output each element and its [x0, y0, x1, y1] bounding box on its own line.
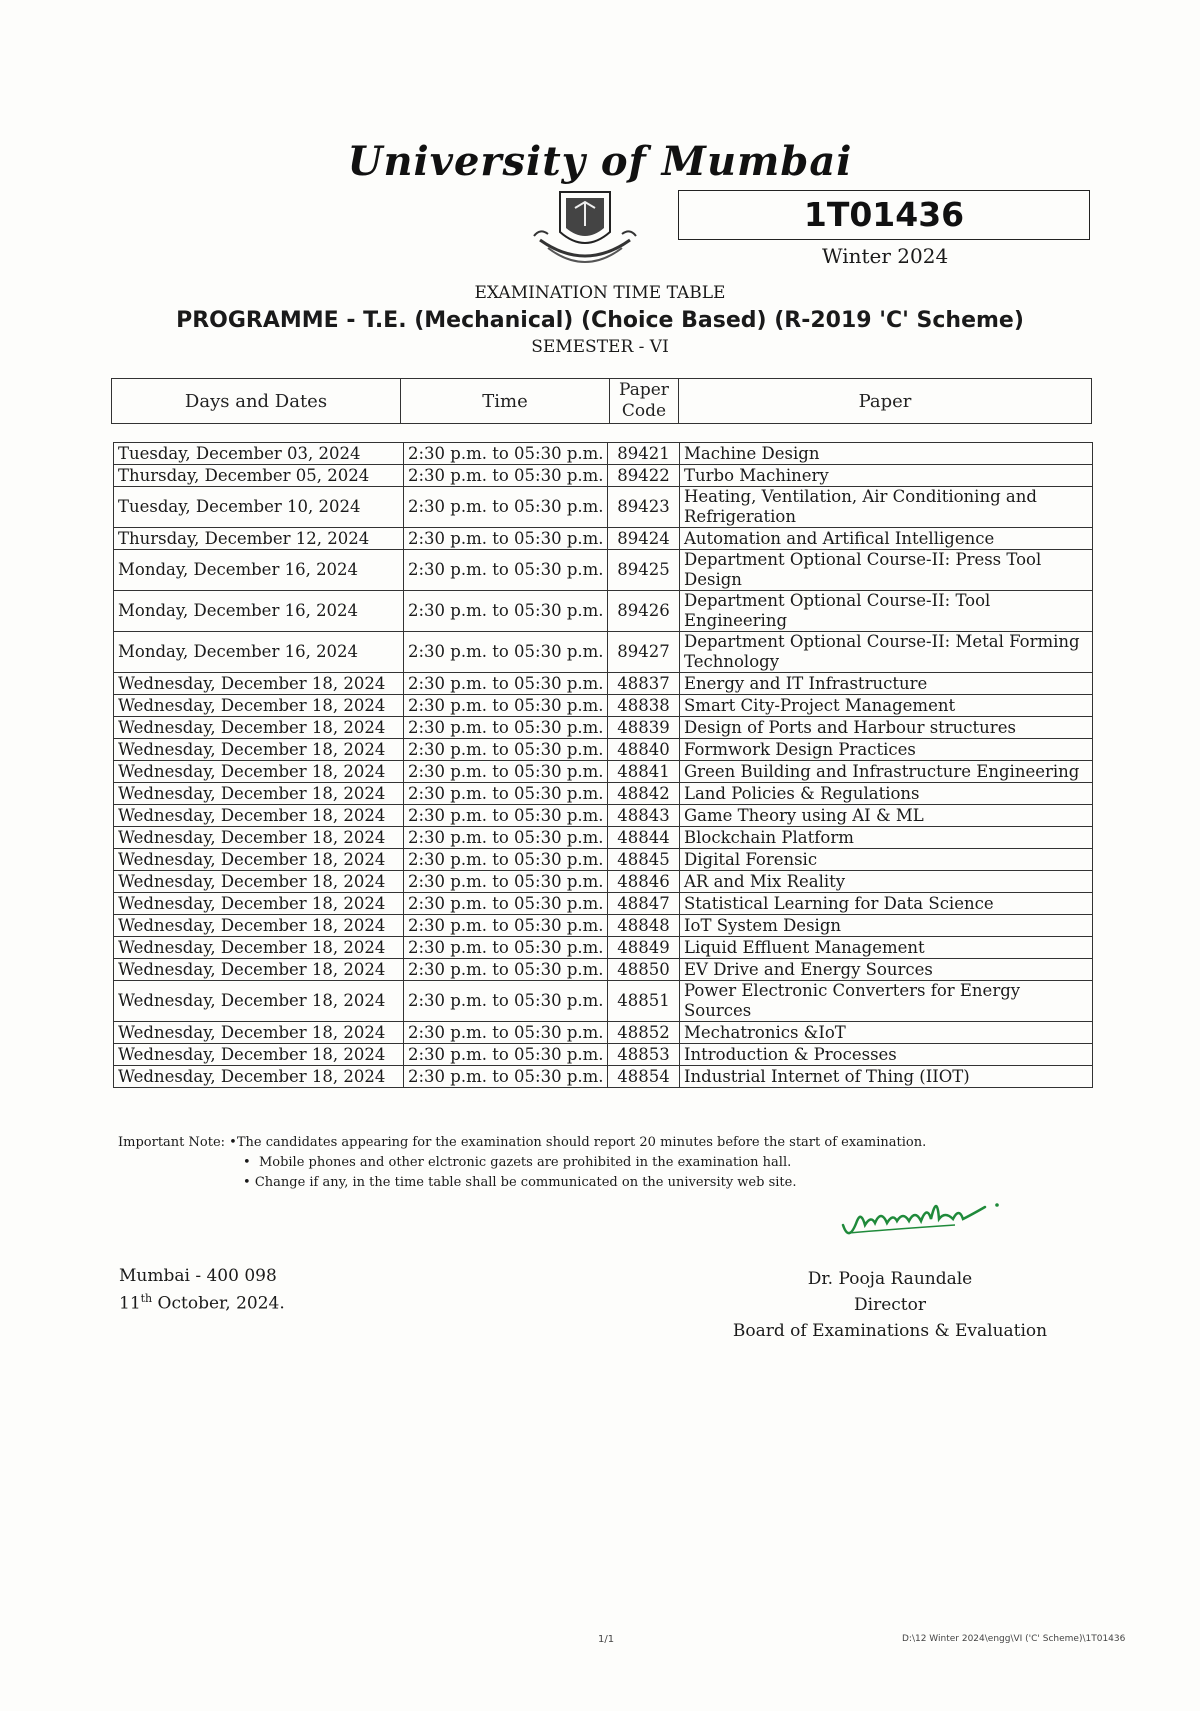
cell-date: Wednesday, December 18, 2024 — [114, 849, 404, 871]
cell-code: 89423 — [608, 487, 680, 528]
cell-time: 2:30 p.m. to 05:30 p.m. — [404, 550, 608, 591]
cell-code: 89425 — [608, 550, 680, 591]
cell-code: 48840 — [608, 739, 680, 761]
cell-time: 2:30 p.m. to 05:30 p.m. — [404, 591, 608, 632]
cell-paper: Machine Design — [680, 443, 1093, 465]
cell-time: 2:30 p.m. to 05:30 p.m. — [404, 761, 608, 783]
cell-paper: Green Building and Infrastructure Engineering — [680, 761, 1093, 783]
cell-code: 48854 — [608, 1066, 680, 1088]
cell-code: 48852 — [608, 1022, 680, 1044]
notes-label: Important Note: — [118, 1135, 226, 1150]
cell-code: 48846 — [608, 871, 680, 893]
cell-date: Wednesday, December 18, 2024 — [114, 1044, 404, 1066]
semester-label: SEMESTER - VI — [531, 337, 669, 357]
cell-paper: Liquid Effluent Management — [680, 937, 1093, 959]
timetable-body — [113, 442, 1093, 1088]
cell-paper: AR and Mix Reality — [680, 871, 1093, 893]
table-row — [114, 591, 1093, 632]
signatory-title: Director — [854, 1295, 926, 1315]
cell-date: Wednesday, December 18, 2024 — [114, 915, 404, 937]
cell-date: Wednesday, December 18, 2024 — [114, 761, 404, 783]
cell-paper: Blockchain Platform — [680, 827, 1093, 849]
note-item: Change if any, in the time table shall be communicated on the university web site. — [254, 1175, 797, 1190]
cell-time: 2:30 p.m. to 05:30 p.m. — [404, 1044, 608, 1066]
cell-time: 2:30 p.m. to 05:30 p.m. — [404, 937, 608, 959]
cell-date: Wednesday, December 18, 2024 — [114, 871, 404, 893]
cell-code: 48853 — [608, 1044, 680, 1066]
cell-paper: EV Drive and Energy Sources — [680, 959, 1093, 981]
programme-title: PROGRAMME - T.E. (Mechanical) (Choice Based) (R-2019 'C' Scheme) — [176, 308, 1024, 333]
cell-paper: Department Optional Course-II: Press Tool Design — [680, 550, 1093, 591]
cell-code: 48843 — [608, 805, 680, 827]
signatory-department: Board of Examinations & Evaluation — [732, 1321, 1048, 1341]
cell-date: Monday, December 16, 2024 — [114, 632, 404, 673]
director-signature — [835, 1185, 1035, 1245]
cell-code: 48837 — [608, 673, 680, 695]
table-row — [114, 465, 1093, 487]
cell-time: 2:30 p.m. to 05:30 p.m. — [404, 465, 608, 487]
important-notes — [118, 1133, 926, 1193]
cell-paper: Land Policies & Regulations — [680, 783, 1093, 805]
cell-date: Wednesday, December 18, 2024 — [114, 959, 404, 981]
place: Mumbai - 400 098 — [119, 1266, 277, 1286]
note-item: The candidates appearing for the examination should report 20 minutes before the start of examination. — [236, 1135, 927, 1150]
cell-code: 48844 — [608, 827, 680, 849]
cell-time: 2:30 p.m. to 05:30 p.m. — [404, 981, 608, 1022]
cell-date: Wednesday, December 18, 2024 — [114, 695, 404, 717]
column-header-code-line1: Paper — [619, 380, 669, 400]
table-row — [114, 827, 1093, 849]
cell-code: 48845 — [608, 849, 680, 871]
cell-time: 2:30 p.m. to 05:30 p.m. — [404, 959, 608, 981]
cell-time: 2:30 p.m. to 05:30 p.m. — [404, 717, 608, 739]
cell-date: Wednesday, December 18, 2024 — [114, 783, 404, 805]
table-row — [114, 487, 1093, 528]
cell-paper: Department Optional Course-II: Metal Forming Technology — [680, 632, 1093, 673]
cell-time: 2:30 p.m. to 05:30 p.m. — [404, 487, 608, 528]
table-row — [114, 550, 1093, 591]
cell-time: 2:30 p.m. to 05:30 p.m. — [404, 805, 608, 827]
cell-paper: Formwork Design Practices — [680, 739, 1093, 761]
signatory-name: Dr. Pooja Raundale — [807, 1269, 973, 1289]
cell-paper: Mechatronics &IoT — [680, 1022, 1093, 1044]
table-row — [114, 915, 1093, 937]
cell-code: 89426 — [608, 591, 680, 632]
cell-date: Wednesday, December 18, 2024 — [114, 1066, 404, 1088]
cell-time: 2:30 p.m. to 05:30 p.m. — [404, 695, 608, 717]
column-header-time: Time — [401, 379, 610, 424]
cell-date: Monday, December 16, 2024 — [114, 550, 404, 591]
cell-paper: Design of Ports and Harbour structures — [680, 717, 1093, 739]
issue-date-rest: October, 2024. — [152, 1293, 285, 1314]
cell-time: 2:30 p.m. to 05:30 p.m. — [404, 871, 608, 893]
signatory-block — [720, 1266, 1060, 1344]
cell-paper: Digital Forensic — [680, 849, 1093, 871]
table-row — [114, 443, 1093, 465]
cell-date: Wednesday, December 18, 2024 — [114, 805, 404, 827]
cell-time: 2:30 p.m. to 05:30 p.m. — [404, 1022, 608, 1044]
cell-date: Wednesday, December 18, 2024 — [114, 717, 404, 739]
table-row — [114, 739, 1093, 761]
page-number: 1/1 — [598, 1634, 615, 1645]
cell-time: 2:30 p.m. to 05:30 p.m. — [404, 893, 608, 915]
cell-time: 2:30 p.m. to 05:30 p.m. — [404, 827, 608, 849]
cell-time: 2:30 p.m. to 05:30 p.m. — [404, 739, 608, 761]
cell-code: 48839 — [608, 717, 680, 739]
cell-time: 2:30 p.m. to 05:30 p.m. — [404, 673, 608, 695]
cell-time: 2:30 p.m. to 05:30 p.m. — [404, 528, 608, 550]
cell-code: 48849 — [608, 937, 680, 959]
file-path: D:\12 Winter 2024\engg\VI ('C' Scheme)\1T01436 — [902, 1634, 1126, 1644]
column-header-date: Days and Dates — [112, 379, 401, 424]
issue-date-suffix: th — [140, 1292, 153, 1305]
cell-date: Wednesday, December 18, 2024 — [114, 673, 404, 695]
cell-date: Monday, December 16, 2024 — [114, 591, 404, 632]
column-header-paper: Paper — [679, 379, 1092, 424]
table-row — [114, 849, 1093, 871]
cell-date: Wednesday, December 18, 2024 — [114, 981, 404, 1022]
cell-time: 2:30 p.m. to 05:30 p.m. — [404, 849, 608, 871]
table-row — [114, 1066, 1093, 1088]
cell-code: 48838 — [608, 695, 680, 717]
issue-date-day: 11 — [119, 1293, 141, 1314]
table-row — [114, 871, 1093, 893]
cell-date: Wednesday, December 18, 2024 — [114, 739, 404, 761]
cell-paper: Smart City-Project Management — [680, 695, 1093, 717]
cell-date: Wednesday, December 18, 2024 — [114, 937, 404, 959]
cell-date: Tuesday, December 10, 2024 — [114, 487, 404, 528]
cell-time: 2:30 p.m. to 05:30 p.m. — [404, 632, 608, 673]
cell-time: 2:30 p.m. to 05:30 p.m. — [404, 443, 608, 465]
cell-code: 89422 — [608, 465, 680, 487]
university-crest-logo — [530, 184, 640, 270]
cell-paper: Statistical Learning for Data Science — [680, 893, 1093, 915]
cell-date: Wednesday, December 18, 2024 — [114, 893, 404, 915]
table-row — [114, 1022, 1093, 1044]
cell-date: Wednesday, December 18, 2024 — [114, 827, 404, 849]
cell-date: Thursday, December 05, 2024 — [114, 465, 404, 487]
note-line-3: • Change if any, in the time table shall be communicated on the university web site. — [243, 1175, 797, 1190]
table-row — [114, 893, 1093, 915]
note-line-2: • Mobile phones and other elctronic gazets are prohibited in the examination hall. — [243, 1155, 792, 1170]
cell-paper: Introduction & Processes — [680, 1044, 1093, 1066]
exam-season: Winter 2024 — [822, 244, 949, 268]
cell-code: 48848 — [608, 915, 680, 937]
cell-paper: Power Electronic Converters for Energy Sources — [680, 981, 1093, 1022]
timetable-code-box: 1T01436 — [678, 190, 1090, 240]
column-header-code — [610, 379, 679, 424]
cell-code: 89421 — [608, 443, 680, 465]
exam-title: EXAMINATION TIME TABLE — [474, 283, 726, 303]
cell-date: Tuesday, December 03, 2024 — [114, 443, 404, 465]
table-row — [114, 632, 1093, 673]
cell-date: Thursday, December 12, 2024 — [114, 528, 404, 550]
cell-code: 48841 — [608, 761, 680, 783]
table-row — [114, 673, 1093, 695]
table-row — [114, 783, 1093, 805]
table-row — [114, 937, 1093, 959]
cell-paper: IoT System Design — [680, 915, 1093, 937]
table-row — [114, 959, 1093, 981]
cell-time: 2:30 p.m. to 05:30 p.m. — [404, 1066, 608, 1088]
column-header-code-line2: Code — [621, 401, 667, 421]
cell-time: 2:30 p.m. to 05:30 p.m. — [404, 783, 608, 805]
cell-code: 89424 — [608, 528, 680, 550]
cell-paper: Heating, Ventilation, Air Conditioning and Refrigeration — [680, 487, 1093, 528]
cell-code: 48851 — [608, 981, 680, 1022]
issue-date — [119, 1292, 285, 1314]
timetable-header — [111, 378, 1092, 424]
cell-paper: Turbo Machinery — [680, 465, 1093, 487]
cell-code: 48847 — [608, 893, 680, 915]
cell-paper: Energy and IT Infrastructure — [680, 673, 1093, 695]
cell-paper: Automation and Artifical Intelligence — [680, 528, 1093, 550]
table-row — [114, 528, 1093, 550]
cell-paper: Game Theory using AI & ML — [680, 805, 1093, 827]
university-name: University of Mumbai — [347, 138, 853, 185]
cell-time: 2:30 p.m. to 05:30 p.m. — [404, 915, 608, 937]
table-row — [114, 1044, 1093, 1066]
table-row — [114, 717, 1093, 739]
cell-paper: Department Optional Course-II: Tool Engineering — [680, 591, 1093, 632]
table-row — [114, 805, 1093, 827]
note-line-1: Important Note: •The candidates appearing for the examination should report 20 minutes before the start of examination. — [118, 1135, 927, 1150]
table-row — [114, 695, 1093, 717]
cell-code: 48850 — [608, 959, 680, 981]
cell-code: 48842 — [608, 783, 680, 805]
table-row — [114, 981, 1093, 1022]
cell-code: 89427 — [608, 632, 680, 673]
cell-paper: Industrial Internet of Thing (IIOT) — [680, 1066, 1093, 1088]
table-row — [114, 761, 1093, 783]
cell-date: Wednesday, December 18, 2024 — [114, 1022, 404, 1044]
note-item: Mobile phones and other elctronic gazets are prohibited in the examination hall. — [258, 1155, 792, 1170]
